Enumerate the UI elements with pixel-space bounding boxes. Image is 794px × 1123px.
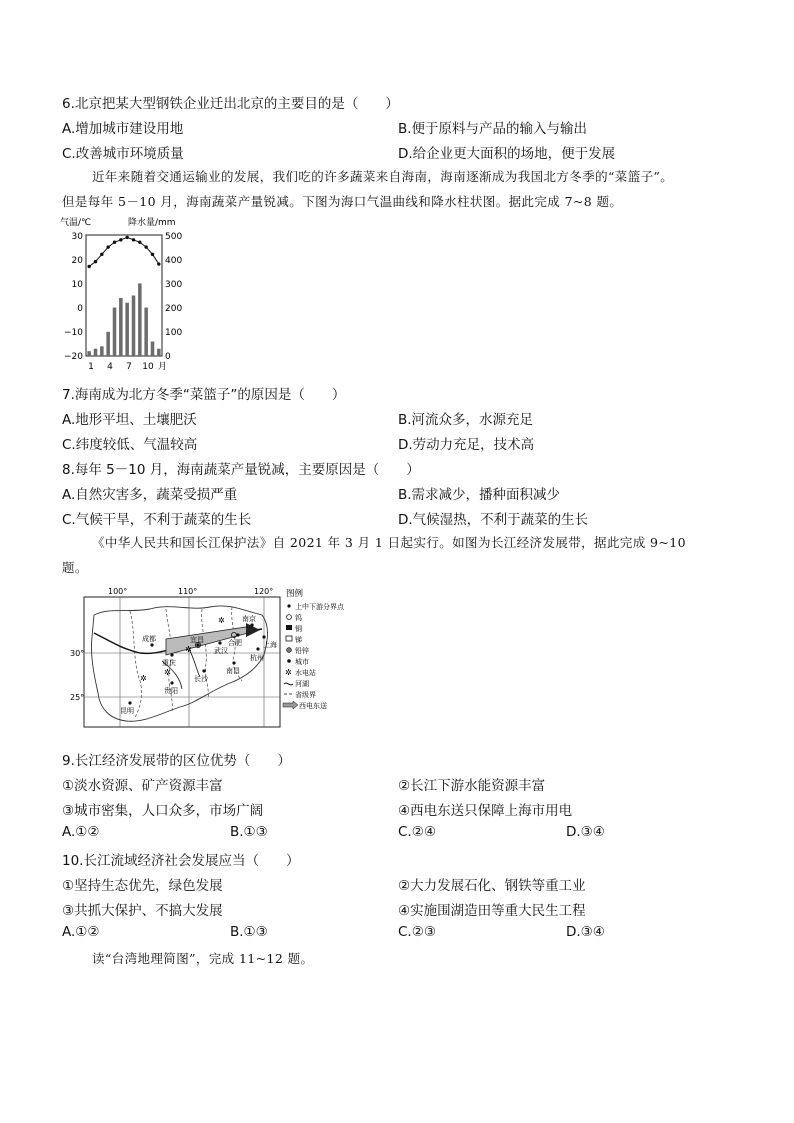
- temp-tick: 0: [77, 304, 83, 314]
- temp-tick: −20: [64, 352, 83, 362]
- q10-option-c: C.②③: [398, 924, 436, 940]
- month-ticks: [88, 361, 167, 372]
- month-tick: 4: [107, 362, 113, 372]
- precip-bar: [144, 308, 148, 356]
- temp-point: [87, 265, 90, 268]
- legend-item: 锑: [295, 636, 302, 644]
- q8-option-c: C.气候干旱，不利于蔬菜的生长: [62, 512, 252, 528]
- city-label-hangzhou: 杭州: [250, 654, 264, 662]
- temp-tick: 30: [71, 232, 83, 242]
- city-dot: [232, 661, 235, 664]
- q7-stem: 7.海南成为北方冬季“菜篮子”的原因是（ ）: [62, 387, 346, 403]
- precip-ticks: [165, 232, 182, 362]
- legend-item: 上中下游分界点: [295, 603, 344, 611]
- city-label-shanghai: 上海: [263, 641, 277, 649]
- temp-curve: [87, 236, 160, 268]
- lon-label-110: 110°: [178, 587, 198, 596]
- temp-point: [151, 253, 154, 256]
- temp-point: [94, 260, 97, 263]
- q10-option-a: A.①②: [62, 924, 100, 940]
- precip-tick: 400: [165, 256, 183, 266]
- city-label-chongqing: 重庆: [162, 659, 176, 667]
- hydropower-station-icon: ✲: [140, 674, 147, 683]
- city-dot: [170, 681, 173, 684]
- q10-option-b: B.①③: [230, 924, 268, 940]
- q8-option-a: A.自然灾害多，蔬菜受损严重: [62, 487, 238, 503]
- q7-option-d: D.劳动力充足，技术高: [398, 437, 535, 453]
- q10-statement-4: ④实施围湖造田等重大民生工程: [398, 903, 586, 919]
- precip-tick: 300: [165, 280, 183, 290]
- city-icon: [287, 659, 291, 663]
- temp-tick: 20: [71, 256, 83, 266]
- city-label-yichang: 宜昌: [190, 636, 204, 644]
- month-tick: 10: [142, 362, 154, 372]
- precip-bar: [113, 308, 117, 356]
- river-lake-icon: [284, 683, 293, 685]
- city-label-wuhan: 武汉: [214, 647, 228, 655]
- city-label-nanchang: 南昌: [226, 667, 240, 675]
- plot-frame: [86, 235, 162, 356]
- intro-9-10-line2: 题。: [62, 560, 88, 575]
- month-unit: 月: [158, 362, 168, 372]
- q10-option-d: D.③④: [566, 924, 605, 940]
- q9-stem: 9.长江经济发展带的区位优势（ ）: [62, 753, 291, 769]
- city-dot: [150, 643, 153, 646]
- climate-chart: [60, 214, 192, 374]
- tungsten-icon: [287, 615, 292, 620]
- precip-axis-label: 降水量/mm: [128, 218, 176, 228]
- legend-title: 图例: [286, 589, 304, 599]
- city-dot: [128, 701, 131, 704]
- q9-statement-1: ①淡水资源、矿产资源丰富: [62, 778, 223, 794]
- hydropower-station-icon: ✲: [164, 668, 171, 677]
- q9-option-a: A.①②: [62, 824, 100, 840]
- precip-bar: [125, 303, 129, 356]
- q10-stem: 10.长江流域经济社会发展应当（ ）: [62, 853, 300, 869]
- legend-item: 城市: [295, 658, 309, 666]
- q7-option-a: A.地形平坦、土壤肥沃: [62, 412, 197, 428]
- precip-tick: 500: [165, 232, 183, 242]
- precip-bars: [87, 283, 160, 356]
- precip-bar: [87, 351, 91, 356]
- copper-icon: [286, 625, 292, 630]
- temp-point: [113, 241, 116, 244]
- q6-option-b: B.便于原料与产品的输入与输出: [398, 121, 588, 137]
- q9-option-c: C.②④: [398, 824, 436, 840]
- temp-point: [106, 245, 109, 248]
- hydropower-station-icon: ✲: [218, 616, 225, 625]
- city-label-kunming: 昆明: [120, 707, 134, 715]
- precip-bar: [138, 283, 142, 356]
- precip-bar: [100, 346, 104, 356]
- month-tick: 7: [126, 362, 132, 372]
- temp-ticks: [64, 232, 83, 362]
- precip-tick: 200: [165, 304, 183, 314]
- legend-item: 西电东送: [299, 702, 327, 710]
- city-dot: [170, 653, 173, 656]
- temp-point: [138, 241, 141, 244]
- hydropower-station-icon: ✲: [185, 645, 192, 654]
- q9-statement-2: ②长江下游水能资源丰富: [398, 778, 546, 794]
- lat-label-30: 30°: [70, 649, 85, 658]
- temp-axis-label: 气温/℃: [60, 218, 92, 228]
- intro-7-8-line1: 近年来随着交通运输业的发展，我们吃的许多蔬菜来自海南，海南逐渐成为我国北方冬季的“菜篮子”。: [92, 169, 674, 184]
- city-label-guiyang: 贵阳: [164, 687, 178, 695]
- temp-point: [144, 245, 147, 248]
- month-tick: 1: [88, 362, 94, 372]
- precip-bar: [157, 349, 161, 356]
- temp-point: [100, 253, 103, 256]
- lon-label-120: 120°: [254, 587, 274, 596]
- city-dot: [250, 623, 253, 626]
- q6-option-c: C.改善城市环境质量: [62, 146, 184, 162]
- temp-tick: 10: [71, 280, 83, 290]
- city-label-chengdu: 成都: [142, 635, 156, 643]
- precip-bar: [119, 298, 123, 356]
- temp-tick: −10: [64, 328, 83, 338]
- legend-item: 河湖: [295, 680, 309, 688]
- q7-option-c: C.纬度较低、气温较高: [62, 437, 198, 453]
- precip-bar: [94, 349, 98, 356]
- q10-statement-2: ②大力发展石化、钢铁等重工业: [398, 878, 586, 894]
- q9-option-b: B.①③: [230, 824, 268, 840]
- city-dot: [218, 641, 221, 644]
- q6-option-d: D.给企业更大面积的场地，便于发展: [398, 146, 616, 162]
- map-legend: [283, 588, 345, 710]
- boundary-point-icon: [287, 604, 290, 607]
- q9-statement-4: ④西电东送只保障上海市用电: [398, 803, 573, 819]
- q6-option-a: A.增加城市建设用地: [62, 121, 184, 137]
- city-label-hefei: 合肥: [228, 639, 242, 647]
- q10-statement-3: ③共抓大保护、不搞大发展: [62, 903, 223, 919]
- temp-line: [89, 237, 159, 266]
- legend-item: 钨: [295, 614, 302, 622]
- legend-item: 水电站: [295, 669, 316, 677]
- city-dot: [256, 647, 259, 650]
- q8-option-d: D.气候湿热，不利于蔬菜的生长: [398, 512, 589, 528]
- precip-tick: 0: [165, 352, 171, 362]
- intro-7-8-line2: 但是每年 5－10 月，海南蔬菜产量锐减。下图为海口气温曲线和降水柱状图。据此完成 7~8 题。: [62, 194, 623, 209]
- precip-bar: [132, 296, 136, 357]
- city-label-changsha: 长沙: [194, 675, 208, 683]
- antimony-icon: [286, 636, 292, 641]
- q7-option-b: B.河流众多，水源充足: [398, 412, 534, 428]
- intro-11-12: 读“台湾地理简图”，完成 11~12 题。: [92, 951, 314, 966]
- city-dot: [262, 635, 265, 638]
- intro-9-10-line1: 《中华人民共和国长江保护法》自 2021 年 3 月 1 日起实行。如图为长江经济发展带，据此完成 9~10: [92, 535, 686, 550]
- legend-item: 铅锌: [295, 647, 309, 655]
- lead-zinc-icon: [287, 648, 292, 653]
- precip-bar: [151, 341, 155, 356]
- q8-option-b: B.需求减少，播种面积减少: [398, 487, 561, 503]
- lat-label-25: 25°: [70, 693, 85, 702]
- legend-item: 省级界: [295, 691, 316, 699]
- q6-stem: 6.北京把某大型钢铁企业迁出北京的主要目的是（ ）: [62, 96, 399, 112]
- city-dot: [202, 669, 205, 672]
- yangtze-economic-belt-map: [70, 585, 356, 737]
- hydropower-icon: ✲: [285, 668, 292, 677]
- legend-item: 铜: [295, 625, 302, 633]
- temp-point: [132, 238, 135, 241]
- city-label-nanjing: 南京: [242, 615, 256, 623]
- q8-stem: 8.每年 5－10 月，海南蔬菜产量锐减，主要原因是（ ）: [62, 462, 420, 478]
- temp-point: [125, 236, 128, 239]
- lon-label-100: 100°: [108, 587, 128, 596]
- west-east-power-icon: [283, 701, 298, 709]
- temp-point: [119, 238, 122, 241]
- q9-statement-3: ③城市密集，人口众多，市场广阔: [62, 803, 264, 819]
- q10-statement-1: ①坚持生态优先，绿色发展: [62, 878, 223, 894]
- q9-option-d: D.③④: [566, 824, 605, 840]
- precip-bar: [106, 332, 110, 356]
- precip-tick: 100: [165, 328, 183, 338]
- temp-point: [157, 262, 160, 265]
